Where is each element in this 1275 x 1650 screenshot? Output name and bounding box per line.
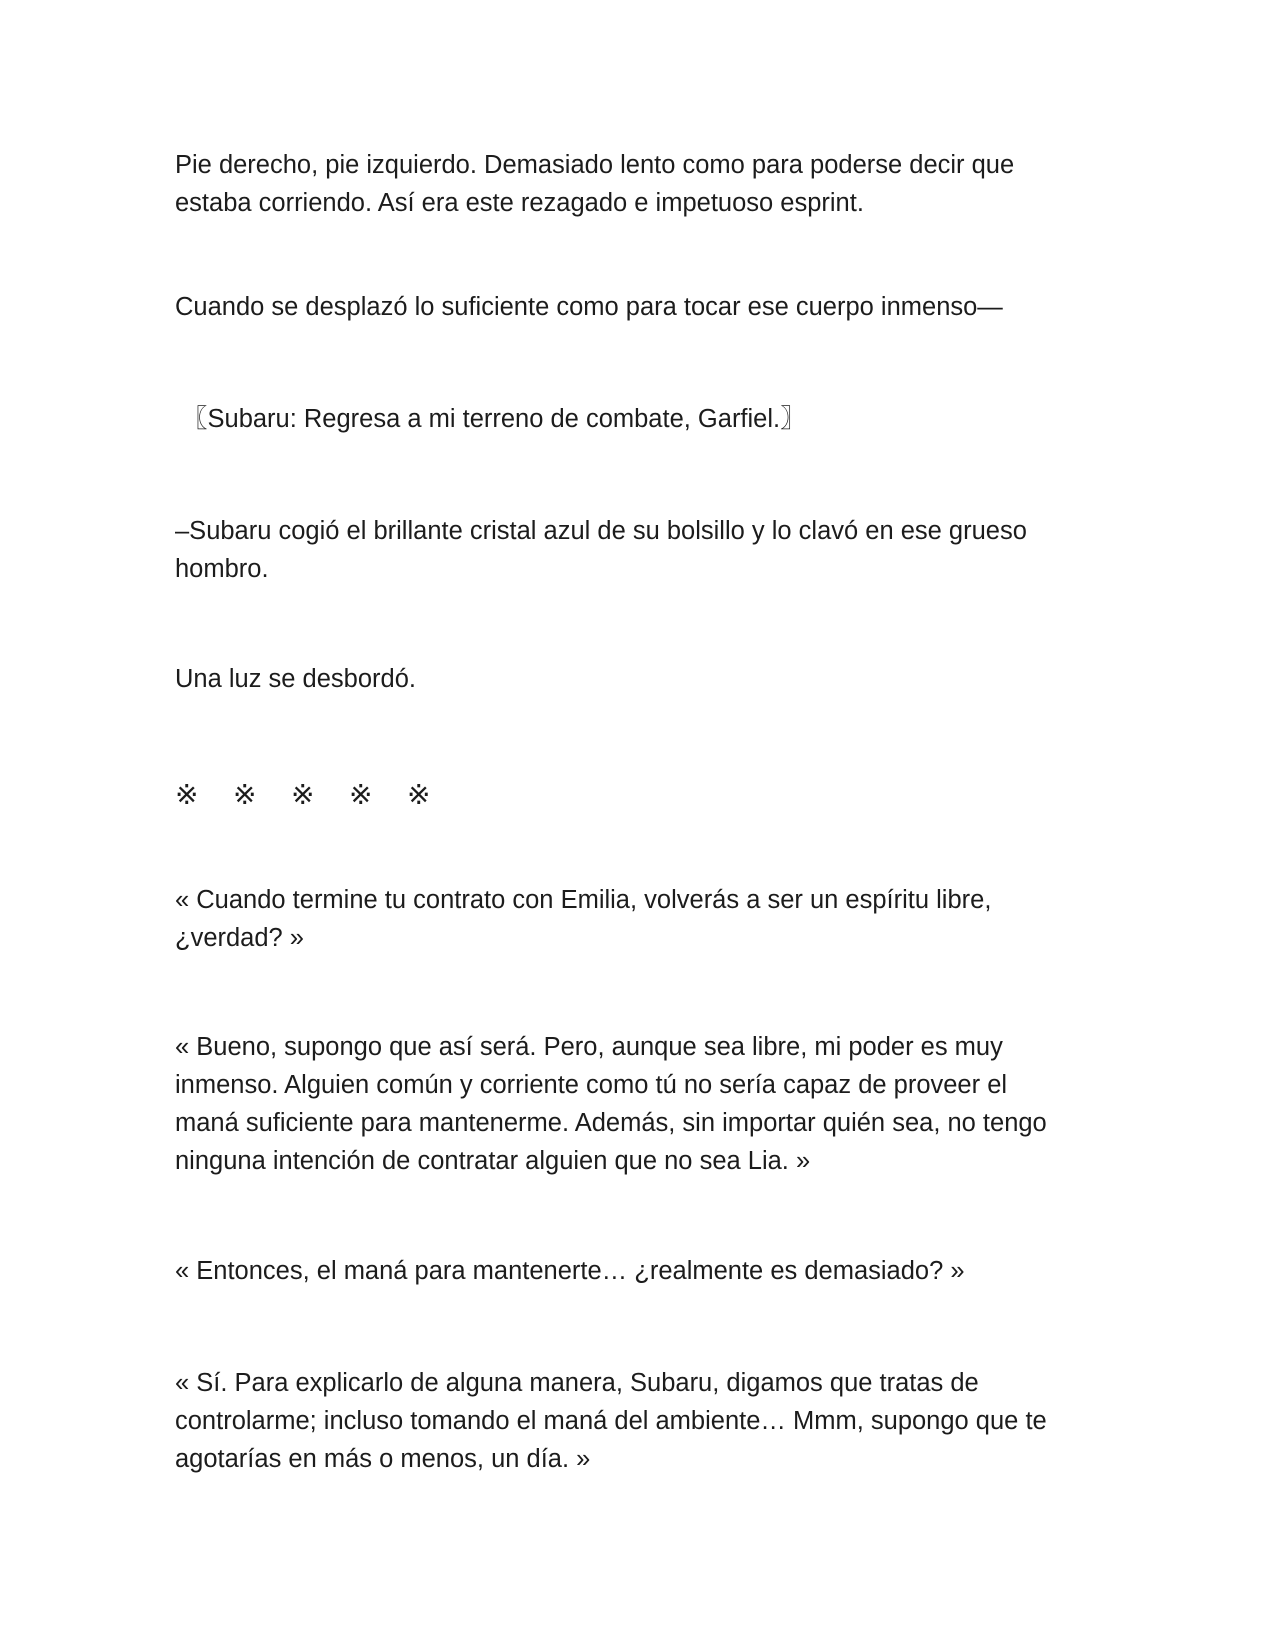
paragraph-4	[175, 512, 1105, 588]
text-line: ninguna intención de contratar alguien que no sea Lia. »	[175, 1147, 811, 1175]
paragraph-5	[175, 660, 1105, 698]
paragraph-8	[175, 1252, 1105, 1290]
separator-mark: ※	[349, 778, 373, 811]
text-line: « Sí. Para explicarlo de alguna manera, Subaru, digamos que tratas de	[175, 1369, 979, 1397]
text-line: maná suficiente para mantenerme. Además, sin importar quién sea, no tengo	[175, 1109, 1047, 1137]
separator-mark: ※	[407, 778, 431, 811]
text-line: estaba corriendo. Así era este rezagado e impetuoso esprint.	[175, 189, 864, 217]
scene-separator	[175, 776, 465, 814]
text-line: –Subaru cogió el brillante cristal azul de su bolsillo y lo clavó en ese grueso	[175, 517, 1027, 545]
paragraph-2	[175, 288, 1105, 326]
separator-mark: ※	[291, 778, 315, 811]
paragraph-6	[175, 881, 1105, 957]
text-line: hombro.	[175, 555, 269, 583]
separator-mark: ※	[175, 778, 199, 811]
text-line: « Cuando termine tu contrato con Emilia, volverás a ser un espíritu libre,	[175, 886, 992, 914]
paragraph-7	[175, 1028, 1105, 1180]
text-line: inmenso. Alguien común y corriente como tú no sería capaz de proveer el	[175, 1071, 1008, 1099]
paragraph-9	[175, 1364, 1105, 1478]
paragraph-1	[175, 146, 1105, 222]
text-line: Pie derecho, pie izquierdo. Demasiado lento como para poderse decir que	[175, 151, 1015, 179]
separator-mark: ※	[233, 778, 257, 811]
text-line: Cuando se desplazó lo suficiente como para tocar ese cuerpo inmenso—	[175, 293, 1003, 321]
text-line: « Entonces, el maná para mantenerte… ¿realmente es demasiado? »	[175, 1257, 965, 1285]
text-line: ¿verdad? »	[175, 924, 304, 952]
text-line: agotarías en más o menos, un día. »	[175, 1445, 591, 1473]
paragraph-3-quote	[182, 400, 1112, 438]
text-line: controlarme; incluso tomando el maná del ambiente… Mmm, supongo que te	[175, 1407, 1047, 1435]
text-line: « Bueno, supongo que así será. Pero, aunque sea libre, mi poder es muy	[175, 1033, 1003, 1061]
text-line: 〖Subaru: Regresa a mi terreno de combate, Garfiel.〗	[182, 405, 806, 433]
text-line: Una luz se desbordó.	[175, 665, 416, 693]
